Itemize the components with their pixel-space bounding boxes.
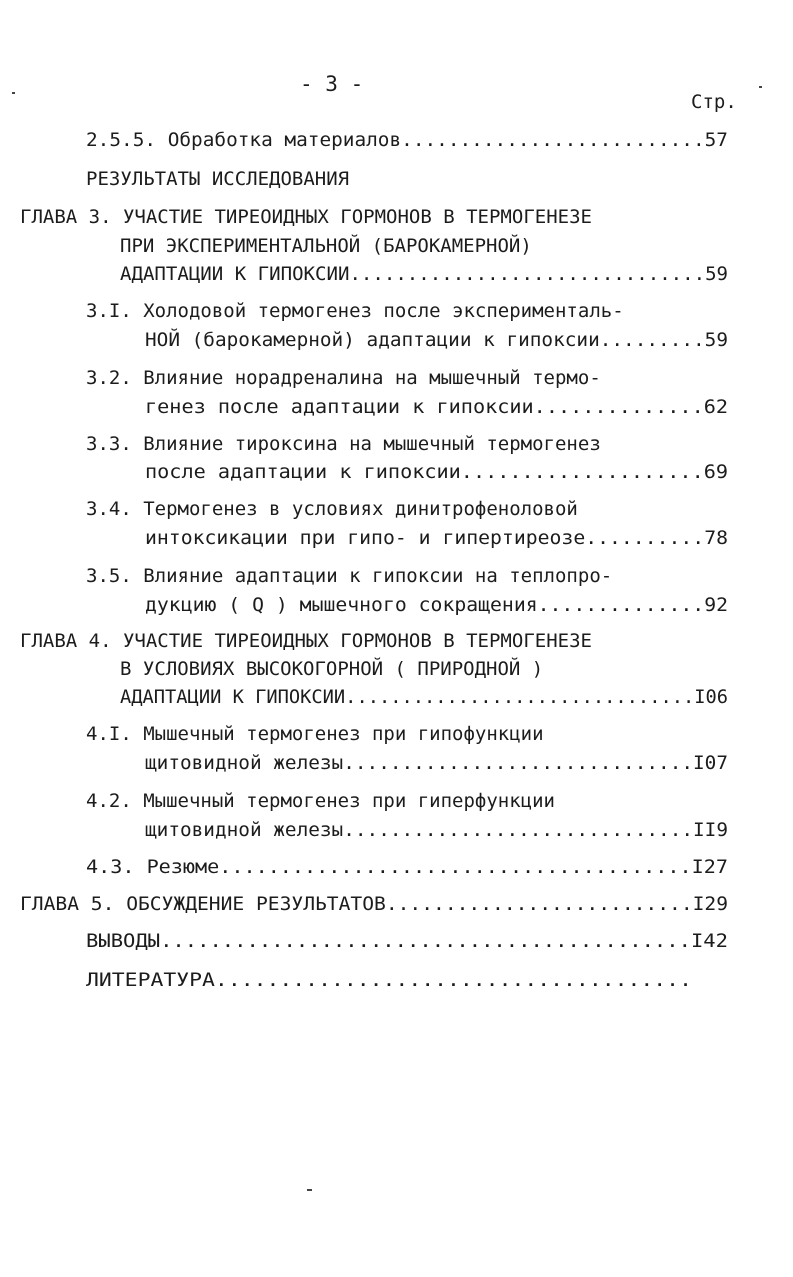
toc-line: генез после адаптации к гипоксии..............62 bbox=[145, 396, 729, 418]
toc-line: 3.I. Холодовой термогенез после эксперименталь- bbox=[86, 300, 624, 322]
toc-line: 2.5.5. Обработка материалов..........................57 bbox=[86, 129, 728, 151]
toc-line: ЛИТЕРАТУРА..................................... bbox=[86, 969, 692, 991]
toc-line: 3.3. Влияние тироксина на мышечный термогенез bbox=[86, 433, 601, 455]
toc-line: 4.2. Мышечный термогенез при гиперфункции bbox=[86, 790, 555, 812]
toc-line: РЕЗУЛЬТАТЫ ИССЛЕДОВАНИЯ bbox=[86, 168, 350, 190]
scan-speck bbox=[12, 92, 15, 94]
toc-line: ГЛАВА 3. УЧАСТИЕ ТИРЕОИДНЫХ ГОРМОНОВ В ТЕРМОГЕНЕЗЕ bbox=[20, 206, 592, 228]
toc-line: после адаптации к гипоксии....................69 bbox=[145, 461, 729, 483]
toc-line: щитовидной железы..............................II9 bbox=[145, 819, 728, 841]
toc-line: АДАПТАЦИИ К ГИПОКСИИ...............................59 bbox=[120, 263, 729, 285]
toc-line: дукцию ( Q ) мышечного сокращения..............92 bbox=[145, 594, 728, 616]
toc-line: щитовидной железы..............................I07 bbox=[145, 752, 728, 774]
scan-speck bbox=[759, 86, 762, 88]
page-column-header: Стр. bbox=[691, 91, 737, 113]
toc-line: 4.3. Резюме.......................................I27 bbox=[86, 856, 728, 878]
toc-line: ГЛАВА 4. УЧАСТИЕ ТИРЕОИДНЫХ ГОРМОНОВ В ТЕРМОГЕНЕЗЕ bbox=[20, 630, 592, 652]
toc-line: интоксикации при гипо- и гипертиреозе..........78 bbox=[145, 527, 728, 549]
toc-line: НОЙ (барокамерной) адаптации к гипоксии.........59 bbox=[145, 329, 728, 351]
toc-line: ГЛАВА 5. ОБСУЖДЕНИЕ РЕЗУЛЬТАТОВ..........................I29 bbox=[20, 893, 729, 915]
toc-line: 3.4. Термогенез в условиях динитрофеноловой bbox=[86, 498, 578, 520]
toc-line: АДАПТАЦИИ К ГИПОКСИИ...............................I06 bbox=[120, 686, 729, 708]
toc-line: 3.2. Влияние норадреналина на мышечный термо- bbox=[86, 367, 601, 389]
toc-line: 3.5. Влияние адаптации к гипоксии на теплопро- bbox=[86, 565, 613, 587]
toc-line: В УСЛОВИЯХ ВЫСОКОГОРНОЙ ( ПРИРОДНОЙ ) bbox=[120, 658, 544, 680]
toc-line: 4.I. Мышечный термогенез при гипофункции bbox=[86, 723, 544, 745]
page-number: - 3 - bbox=[300, 72, 364, 96]
toc-line: ВЫВОДЫ...........................................I42 bbox=[86, 930, 728, 952]
toc-line: ПРИ ЭКСПЕРИМЕНТАЛЬНОЙ (БАРОКАМЕРНОЙ) bbox=[120, 235, 532, 257]
scan-speck bbox=[307, 1189, 312, 1191]
